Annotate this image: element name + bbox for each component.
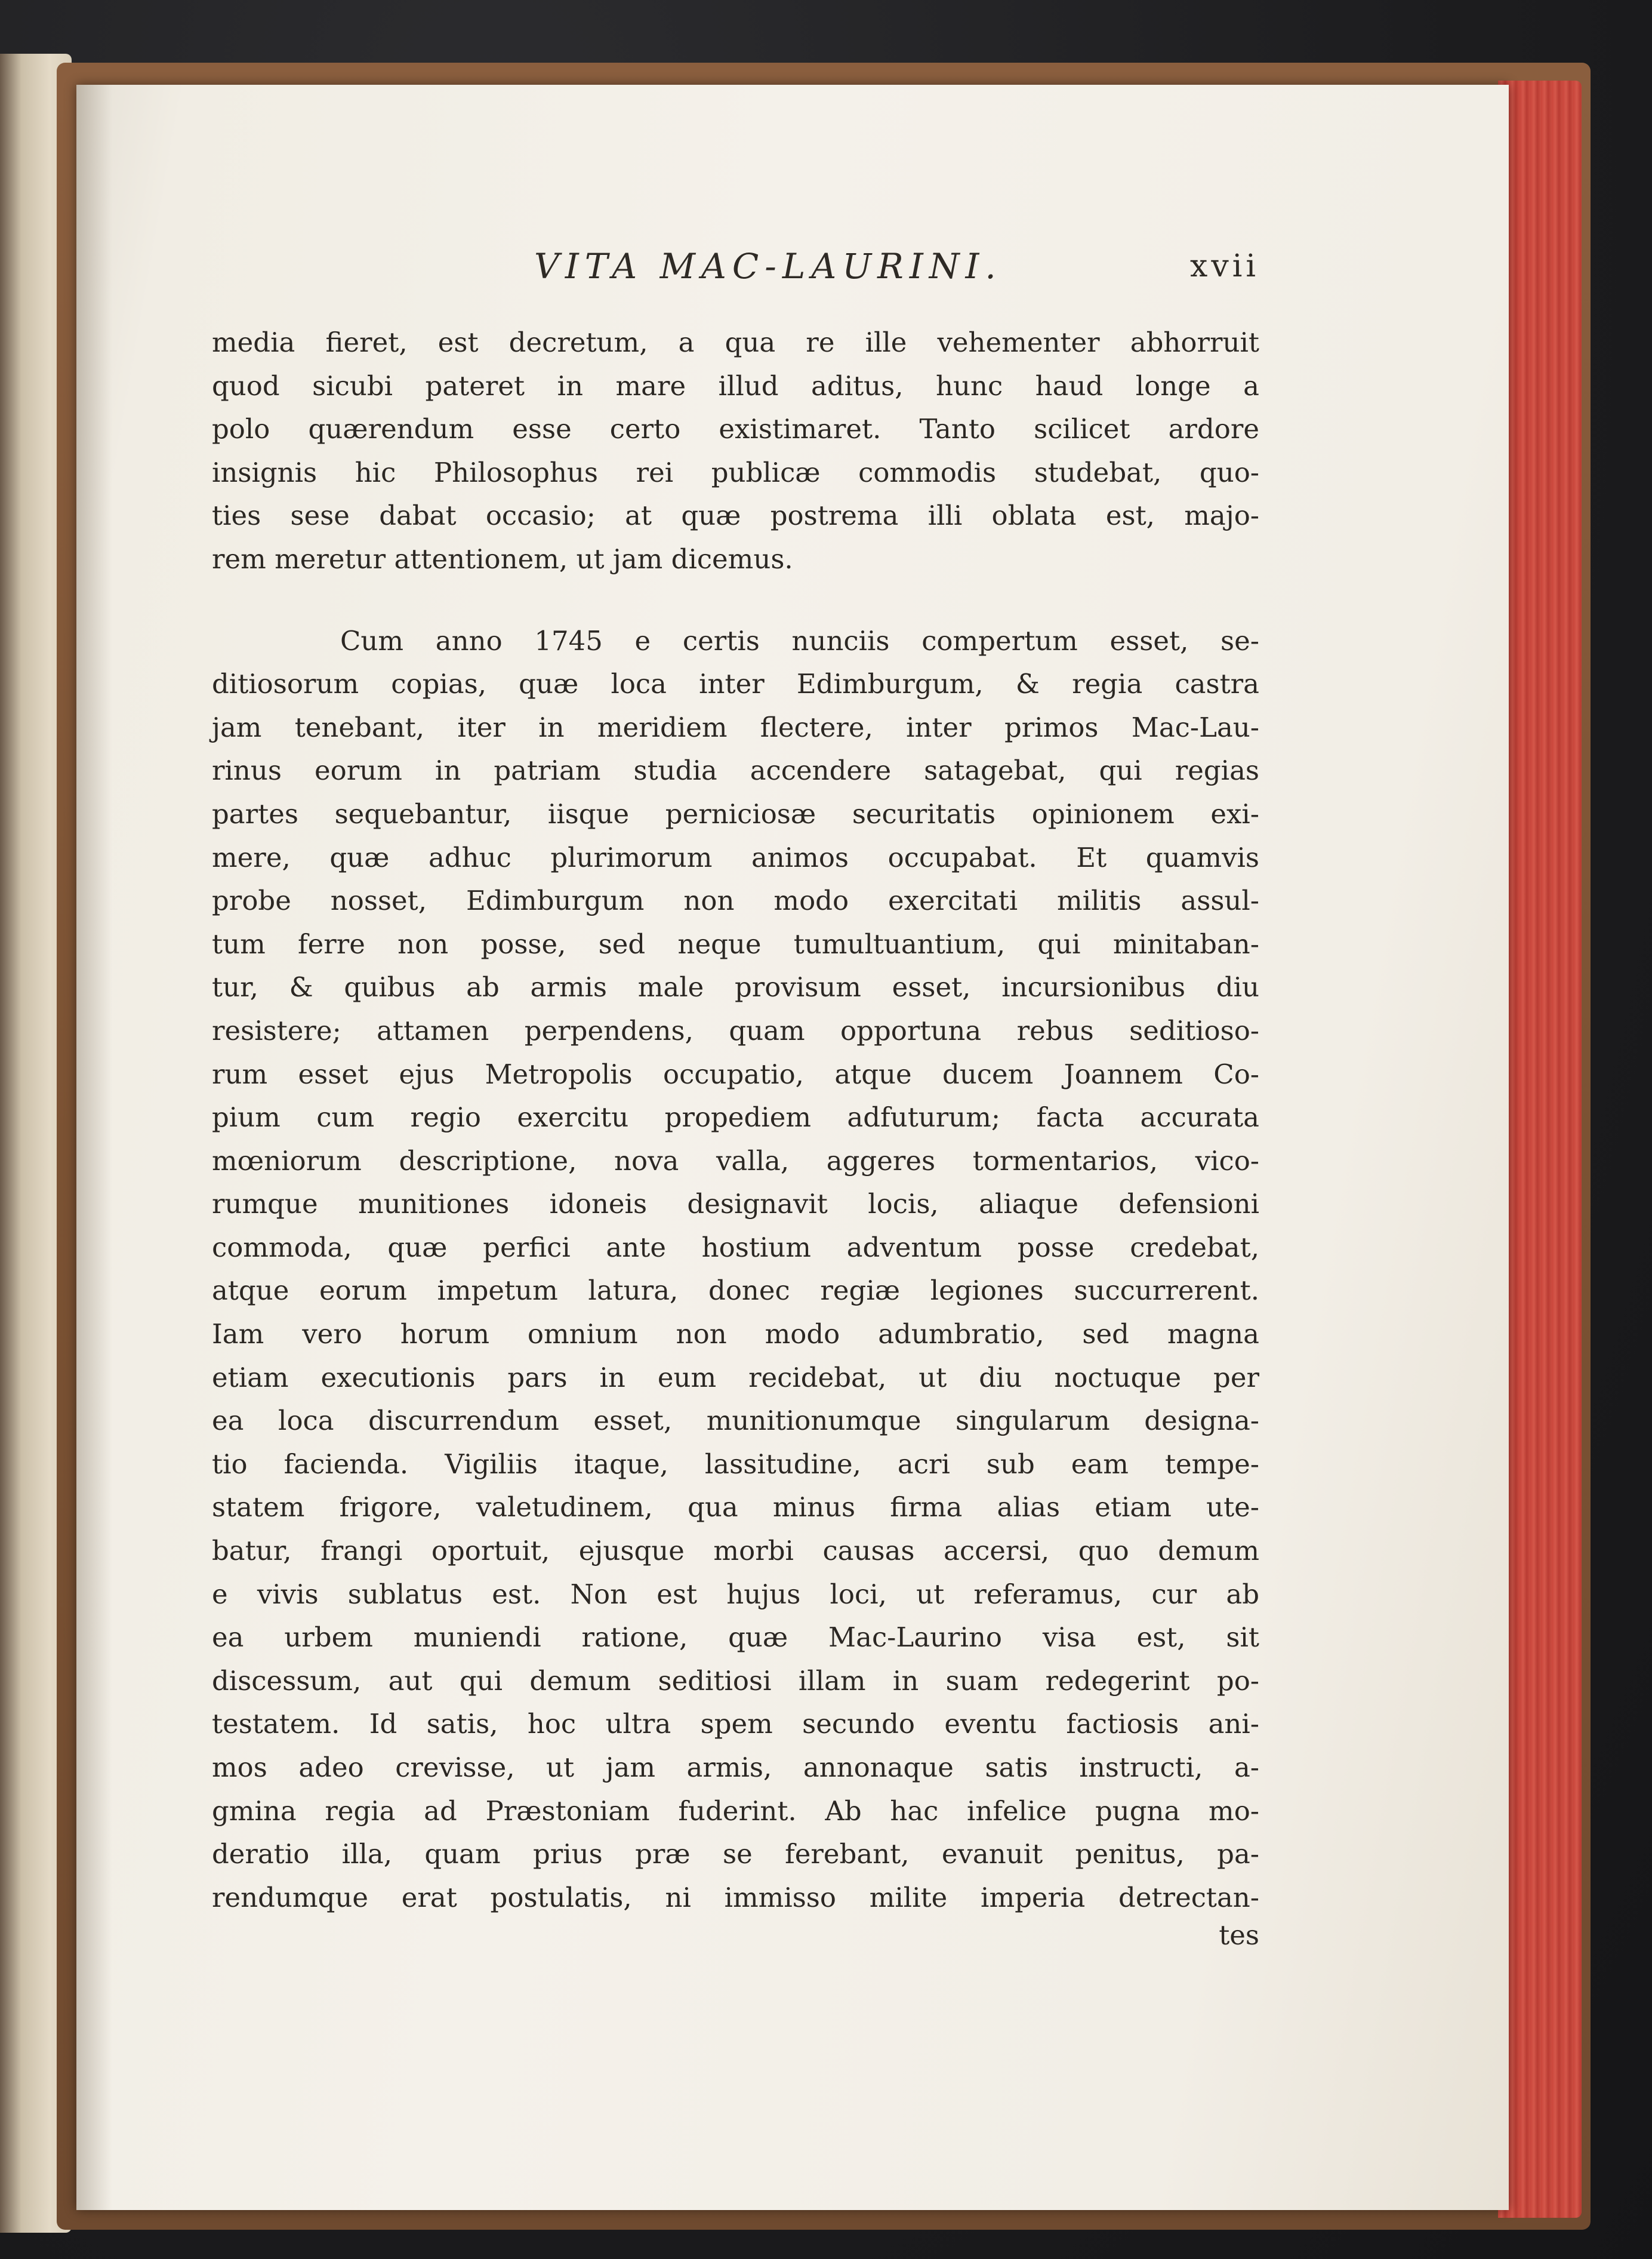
- text-line: batur, frangi oportuit, ejusque morbi causas accersi, quo demum: [212, 1535, 1259, 1567]
- text-line: rem meretur attentionem, ut jam dicemus.: [212, 543, 793, 575]
- text-line: testatem. Id satis, hoc ultra spem secundo eventu factiosis ani-: [212, 1708, 1259, 1740]
- text-line: quod sicubi pateret in mare illud aditus, hunc haud longe a: [212, 370, 1259, 402]
- text-line: statem frigore, valetudinem, qua minus firma alias etiam ute-: [212, 1491, 1259, 1524]
- text-line: polo quærendum esse certo existimaret. Tanto scilicet ardore: [212, 413, 1259, 445]
- catchword: tes: [1219, 1919, 1259, 1952]
- text-line: media fieret, est decretum, a qua re ille vehementer abhorruit: [212, 327, 1259, 358]
- text-line: rinus eorum in patriam studia accendere satagebat, qui regias: [212, 755, 1259, 787]
- text-line: resistere; attamen perpendens, quam opportuna rebus seditioso-: [212, 1014, 1259, 1047]
- text-line: pium cum regio exercitu propediem adfuturum; facta accurata: [212, 1101, 1259, 1134]
- text-line: mos adeo crevisse, ut jam armis, annonaque satis instructi, a-: [212, 1752, 1259, 1783]
- text-line: rendumque erat postulatis, ni immisso milite imperia detrectan-: [212, 1881, 1259, 1913]
- paragraph-gap: [212, 581, 1259, 620]
- paragraph-2: [212, 620, 1259, 1920]
- text-line: commoda, quæ perfici ante hostium adventum posse credebat,: [212, 1231, 1259, 1263]
- text-line: discessum, aut qui demum seditiosi illam in suam redegerint po-: [212, 1664, 1259, 1697]
- red-page-edges: [1498, 81, 1582, 2218]
- running-title: VITA MAC-LAURINI.: [534, 246, 1002, 287]
- text-line: Cum anno 1745 e certis nunciis compertum esset, se-: [340, 624, 1259, 657]
- text-line: rumque munitiones idoneis designavit locis, aliaque defensioni: [212, 1188, 1259, 1220]
- text-line: mere, quæ adhuc plurimorum animos occupabat. Et quamvis: [212, 841, 1259, 873]
- paragraph-1: [212, 321, 1259, 581]
- text-line: jam tenebant, iter in meridiem flectere, inter primos Mac-Lau-: [212, 711, 1259, 743]
- body-text: [212, 321, 1259, 1962]
- page-number: xvii: [1190, 248, 1259, 284]
- text-line: etiam executionis pars in eum recidebat, ut diu noctuque per: [212, 1361, 1259, 1393]
- text-line: tio facienda. Vigiliis itaque, lassitudine, acri sub eam tempe-: [212, 1448, 1259, 1480]
- text-line: Iam vero horum omnium non modo adumbratio, sed magna: [212, 1318, 1259, 1350]
- page-header: [212, 246, 1259, 294]
- text-line: rum esset ejus Metropolis occupatio, atque ducem Joannem Co-: [212, 1058, 1259, 1090]
- text-line: tur, & quibus ab armis male provisum esset, incursionibus diu: [212, 971, 1259, 1004]
- text-line: gmina regia ad Præstoniam fuderint. Ab hac infelice pugna mo-: [212, 1795, 1259, 1827]
- text-line: mœniorum descriptione, nova valla, aggeres tormentarios, vico-: [212, 1144, 1259, 1177]
- text-line: atque eorum impetum latura, donec regiæ legiones succurrerent.: [212, 1275, 1259, 1307]
- gutter-shadow: [76, 85, 112, 2210]
- text-line: ditiosorum copias, quæ loca inter Edimburgum, & regia castra: [212, 668, 1259, 700]
- text-line: ea loca discurrendum esset, munitionumque singularum designa-: [212, 1405, 1259, 1437]
- text-line: ties sese dabat occasio; at quæ postrema illi oblata est, majo-: [212, 500, 1259, 532]
- text-line: deratio illa, quam prius præ se ferebant, evanuit penitus, pa-: [212, 1838, 1259, 1870]
- text-line: tum ferre non posse, sed neque tumultuantium, qui minitaban-: [212, 928, 1259, 960]
- text-line: insignis hic Philosophus rei publicæ commodis studebat, quo-: [212, 456, 1259, 488]
- text-line: partes sequebantur, iisque perniciosæ securitatis opinionem exi-: [212, 798, 1259, 830]
- text-line: probe nosset, Edimburgum non modo exercitati militis assul-: [212, 885, 1259, 917]
- text-line: e vivis sublatus est. Non est hujus loci, ut referamus, cur ab: [212, 1578, 1259, 1610]
- text-line: ea urbem muniendi ratione, quæ Mac-Laurino visa est, sit: [212, 1621, 1259, 1654]
